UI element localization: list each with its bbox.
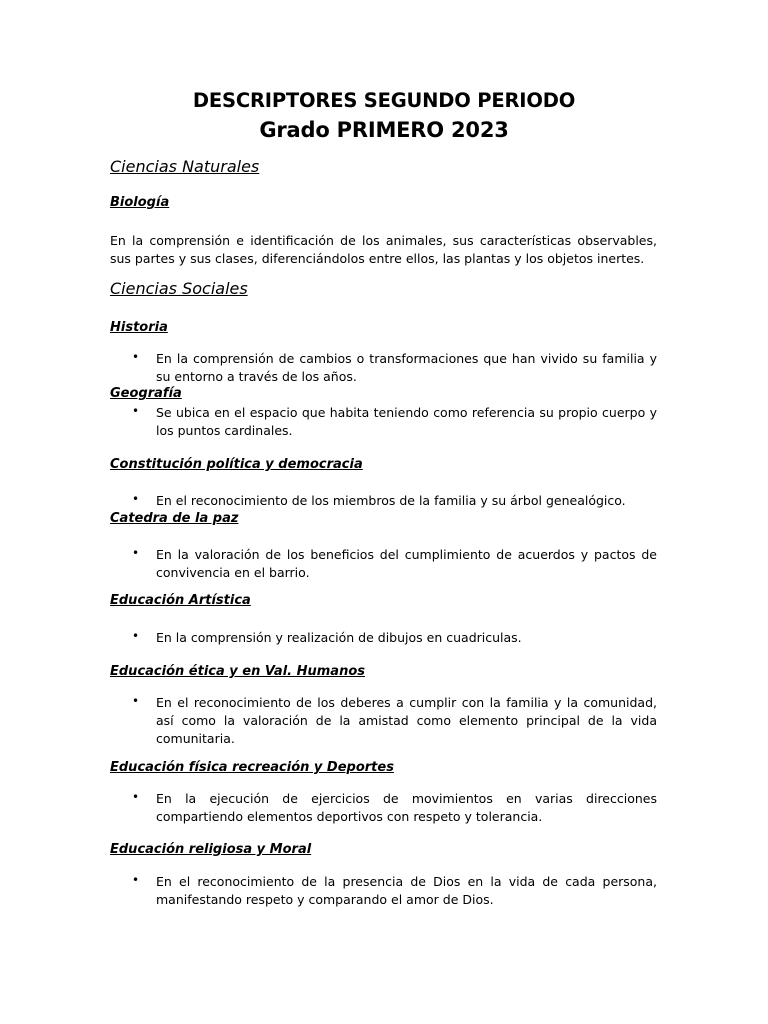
constitucion-descriptor: En el reconocimiento de los miembros de la familia y su árbol genealógico. xyxy=(156,493,626,508)
geografia-descriptor: Se ubica en el espacio que habita teniendo como referencia su propio cuerpo y los puntos cardinales. xyxy=(156,405,657,438)
subheading-fisica: Educación física recreación y Deportes xyxy=(110,760,394,775)
subheading-artistica: Educación Artística xyxy=(110,593,251,608)
subheading-constitucion: Constitución política y democracia xyxy=(110,457,363,472)
religiosa-descriptor: En el reconocimiento de la presencia de Dios en la vida de cada persona, manifestando respeto y comparando el amor de Dios. xyxy=(156,874,657,907)
bullet-historia: • xyxy=(132,350,140,364)
etica-descriptor: En el reconocimiento de los deberes a cumplir con la familia y la comunidad, así como la valoración de la amistad como elemento principal de la vida comunitaria. xyxy=(156,695,657,746)
subheading-catedra: Catedra de la paz xyxy=(110,511,239,526)
historia-descriptor: En la comprensión de cambios o transformaciones que han vivido su familia y su entorno a través de los años. xyxy=(156,351,657,384)
bullet-constitucion: • xyxy=(132,492,140,506)
heading-ciencias-sociales: Ciencias Sociales xyxy=(110,279,248,298)
subheading-historia: Historia xyxy=(110,320,168,335)
subheading-religiosa: Educación religiosa y Moral xyxy=(110,842,312,857)
biologia-descriptor: En la comprensión e identificación de los animales, sus características observables, sus partes y sus clases, diferenciándolos entre ellos, las plantas y los objetos inertes. xyxy=(110,233,657,266)
document-title-line1: DESCRIPTORES SEGUNDO PERIODO xyxy=(192,89,576,112)
bullet-geografia: • xyxy=(132,404,140,418)
fisica-descriptor: En la ejecución de ejercicios de movimientos en varias direcciones compartiendo elementos deportivos con respeto y tolerancia. xyxy=(156,791,657,824)
artistica-descriptor: En la comprensión y realización de dibujos en cuadriculas. xyxy=(156,630,522,645)
heading-ciencias-naturales: Ciencias Naturales xyxy=(110,157,260,176)
bullet-artistica: • xyxy=(132,629,140,643)
document-title-line2: Grado PRIMERO 2023 xyxy=(259,118,509,142)
bullet-etica: • xyxy=(132,694,140,708)
subheading-geografia: Geografía xyxy=(110,386,182,401)
catedra-descriptor: En la valoración de los beneficios del cumplimiento de acuerdos y pactos de convivencia en el barrio. xyxy=(156,547,657,580)
bullet-religiosa: • xyxy=(132,873,140,887)
bullet-fisica: • xyxy=(132,790,140,804)
subheading-etica: Educación ética y en Val. Humanos xyxy=(110,664,366,679)
subheading-biologia: Biología xyxy=(110,195,170,210)
bullet-catedra: • xyxy=(132,546,140,560)
